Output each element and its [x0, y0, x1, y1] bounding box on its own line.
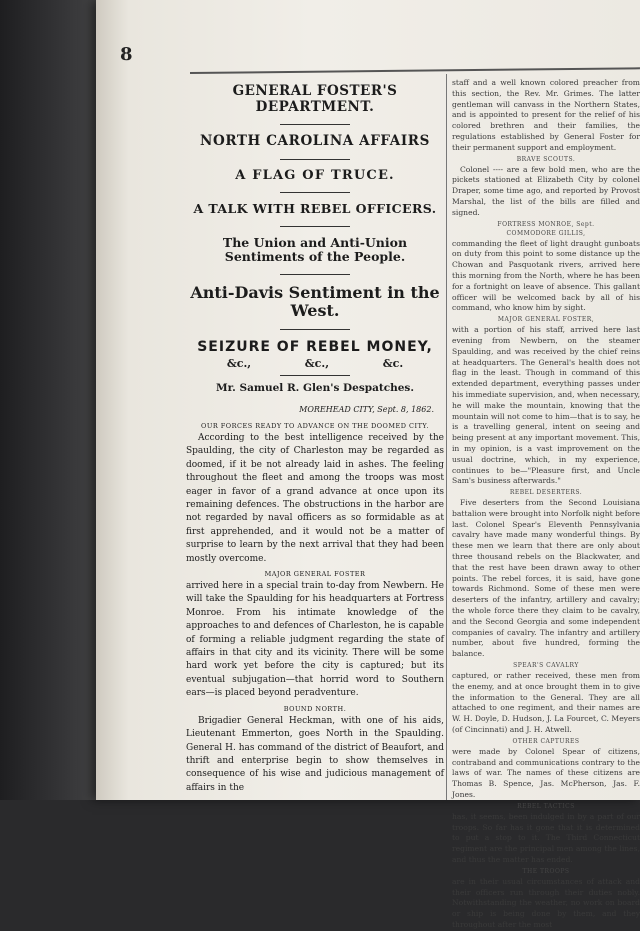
article-paragraph: has, it seems, been indulged in by a part of our troops. So far has it gone that it is determined to put a stop to it. The Third Connecticut regiment are the principal men among the lines, and thus the matter has ended.	[452, 811, 640, 864]
subheading: SPEAR'S CAVALRY	[513, 662, 579, 670]
subheading: OUR FORCES READY TO ADVANCE ON THE DOOMED CITY.	[201, 421, 429, 430]
subheading: FORTRESS MONROE, Sept.	[497, 220, 595, 228]
headline-rebel-money: SEIZURE OF REBEL MONEY,	[197, 339, 433, 356]
column-rule	[446, 74, 447, 800]
subheading: MAJOR GENERAL FOSTER	[264, 570, 366, 579]
subheading: BRAVE SCOUTS.	[516, 155, 576, 163]
article-paragraph: staff and a well known colored preacher from this section, the Rev. Mr. Grimes. The latter gentleman will canvass in the Northern States, and is appointed to present for the relief of his colored brethren and their families, the regulations established by General Foster for their permanent support and employment.	[452, 78, 640, 152]
byline: Mr. Samuel R. Glen's Despatches.	[215, 382, 414, 395]
divider	[280, 159, 350, 160]
divider	[280, 375, 350, 376]
divider	[280, 192, 350, 193]
divider	[280, 124, 350, 125]
etc-item: &c.,	[226, 357, 252, 371]
article-paragraph: Colonel ---- are a few bold men, who are the pickets stationed at Elizabeth City by colonel Draper, some time ago, and reported by Provost Marshal, the list of the bills are filled and signed.	[452, 164, 640, 217]
article-paragraph: are in their usual circumstances of attack and their officers run through their duties nobly. Notwithstanding the weather, no work on board or ship is being done by them, and they throughout after the most	[452, 876, 640, 929]
article-paragraph: arrived here in a special train to-day from Newbern. He will take the Spaulding for his headquarters at Fortress Monroe. From his intimate knowledge of the approaches to and defences of Charleston, he is capable of forming a reliable judgment regarding the state of affairs in that city and its vicinity. There will be some hard work yet before the city is captured; but its eventual subjugation—that horrid word to Southern ears—is placed beyond peradventure.	[186, 581, 444, 699]
headline-anti-davis: Anti-Davis Sentiment in the West.	[190, 282, 440, 320]
subheading: REBEL DESERTERS.	[509, 489, 583, 497]
page-number: 8	[120, 44, 133, 65]
headline-rebel-officers: A TALK WITH REBEL OFFICERS.	[193, 201, 437, 217]
article-paragraph: According to the best intelligence received by the Spaulding, the city of Charleston may be regarded as doomed, if it be not already laid in ashes. The feeling throughout the fleet and among the troops was most eager in favor of a grand advance at once upon its remaining defences. The obstructions in the harbor are not regarded by naval officers as so formidable as at first apprehended, and it would not be a matter of surprise to learn by the next arrival that they had been mostly overcome.	[186, 432, 444, 564]
subheading: BOUND NORTH.	[283, 704, 347, 713]
article-paragraph: commanding the fleet of light draught gunboats on duty from this point to some distance up the Chowan and Pasquotank rivers, arrived here this morning from the North, where he has been for a fortnight on leave of absence. This gallant officer will be welcomed back by all of his command, who know him by sight.	[452, 238, 640, 313]
headline-department: GENERAL FOSTER'S DEPARTMENT.	[232, 83, 398, 115]
subheading: MAJOR GENERAL FOSTER,	[497, 316, 595, 324]
etc-line	[186, 357, 444, 370]
dateline: MOREHEAD CITY, Sept. 8, 1862.	[299, 404, 434, 414]
article-paragraph: captured, or rather received, these men from the enemy, and at once brought them in to give the information to the General. They are all attached to one regiment, and their names are W. H. Doyle, D. Hudson, J. La Fourcet, C. Meyers (of Cincinnati) and J. H. Atwell.	[452, 671, 640, 735]
etc-item: &c.	[382, 357, 404, 371]
headline-nc-affairs: NORTH CAROLINA AFFAIRS	[200, 133, 430, 150]
article-paragraph: Brigadier General Heckman, with one of his aids, Lieutenant Emmerton, goes North in the Spaulding. General H. has command of the district of Beaufort, and thrift and enterprise begin to show themselves in consequence of his wise and judicious management of affairs in the	[186, 715, 444, 793]
left-column	[186, 78, 444, 800]
article-paragraph: Five deserters from the Second Louisiana battalion were brought into Norfolk night before last. Colonel Spear's Eleventh Pennsylvania cavalry have made many wonderful things. By these men we learn that there are only about three thousand rebels on the Blackwater, and that the rest have been drawn away to other points. The rebel forces, it is said, have gone towards Richmond. Some of these men were deserters of the infantry, artillery and cavalry; the whole force there they claim to be cavalry, and the Second Georgia and some independent companies of cavalry. The infantry and artillery number, about five hundred, forming the balance.	[452, 498, 640, 659]
subheading: COMMODORE GILLIS,	[506, 229, 586, 237]
subheading: THE TROOPS	[522, 867, 570, 875]
headline-flag-of-truce: A FLAG OF TRUCE.	[235, 167, 395, 183]
divider	[280, 226, 350, 227]
right-column	[452, 78, 640, 929]
subheading: OTHER CAPTURES	[512, 737, 580, 745]
article-paragraph: with a portion of his staff, arrived here last evening from Newbern, on the steamer Spaulding, and was received by the chief reins at headquarters. The General's health does not flag in the least. Though in command of this extended department, everything passes under his immediate supervision, and, when necessary, he will make the mountain, knowing that the mountain will not come to him—that is to say, he is a travelling general, intent on seeing and being present at any important movement. This, in my opinion, is a vast improvement on the usual doctrine, which, in my experience, continues to be—"Pleasure first, and Uncle Sam's business afterwards."	[452, 325, 640, 486]
dark-backdrop	[0, 0, 110, 800]
divider	[280, 329, 350, 330]
headline-sentiments: The Union and Anti-Union Sentiments of the People.	[222, 234, 408, 265]
etc-item: &c.,	[304, 357, 330, 371]
subheading: REBEL TACTICS	[517, 802, 575, 810]
article-paragraph: were made by Colonel Spear of citizens, contraband and communications contrary to the laws of war. The names of these citizens are Thomas B. Spence, Jas. McPherson, Jas. F. Jones.	[452, 746, 640, 800]
divider	[280, 274, 350, 275]
